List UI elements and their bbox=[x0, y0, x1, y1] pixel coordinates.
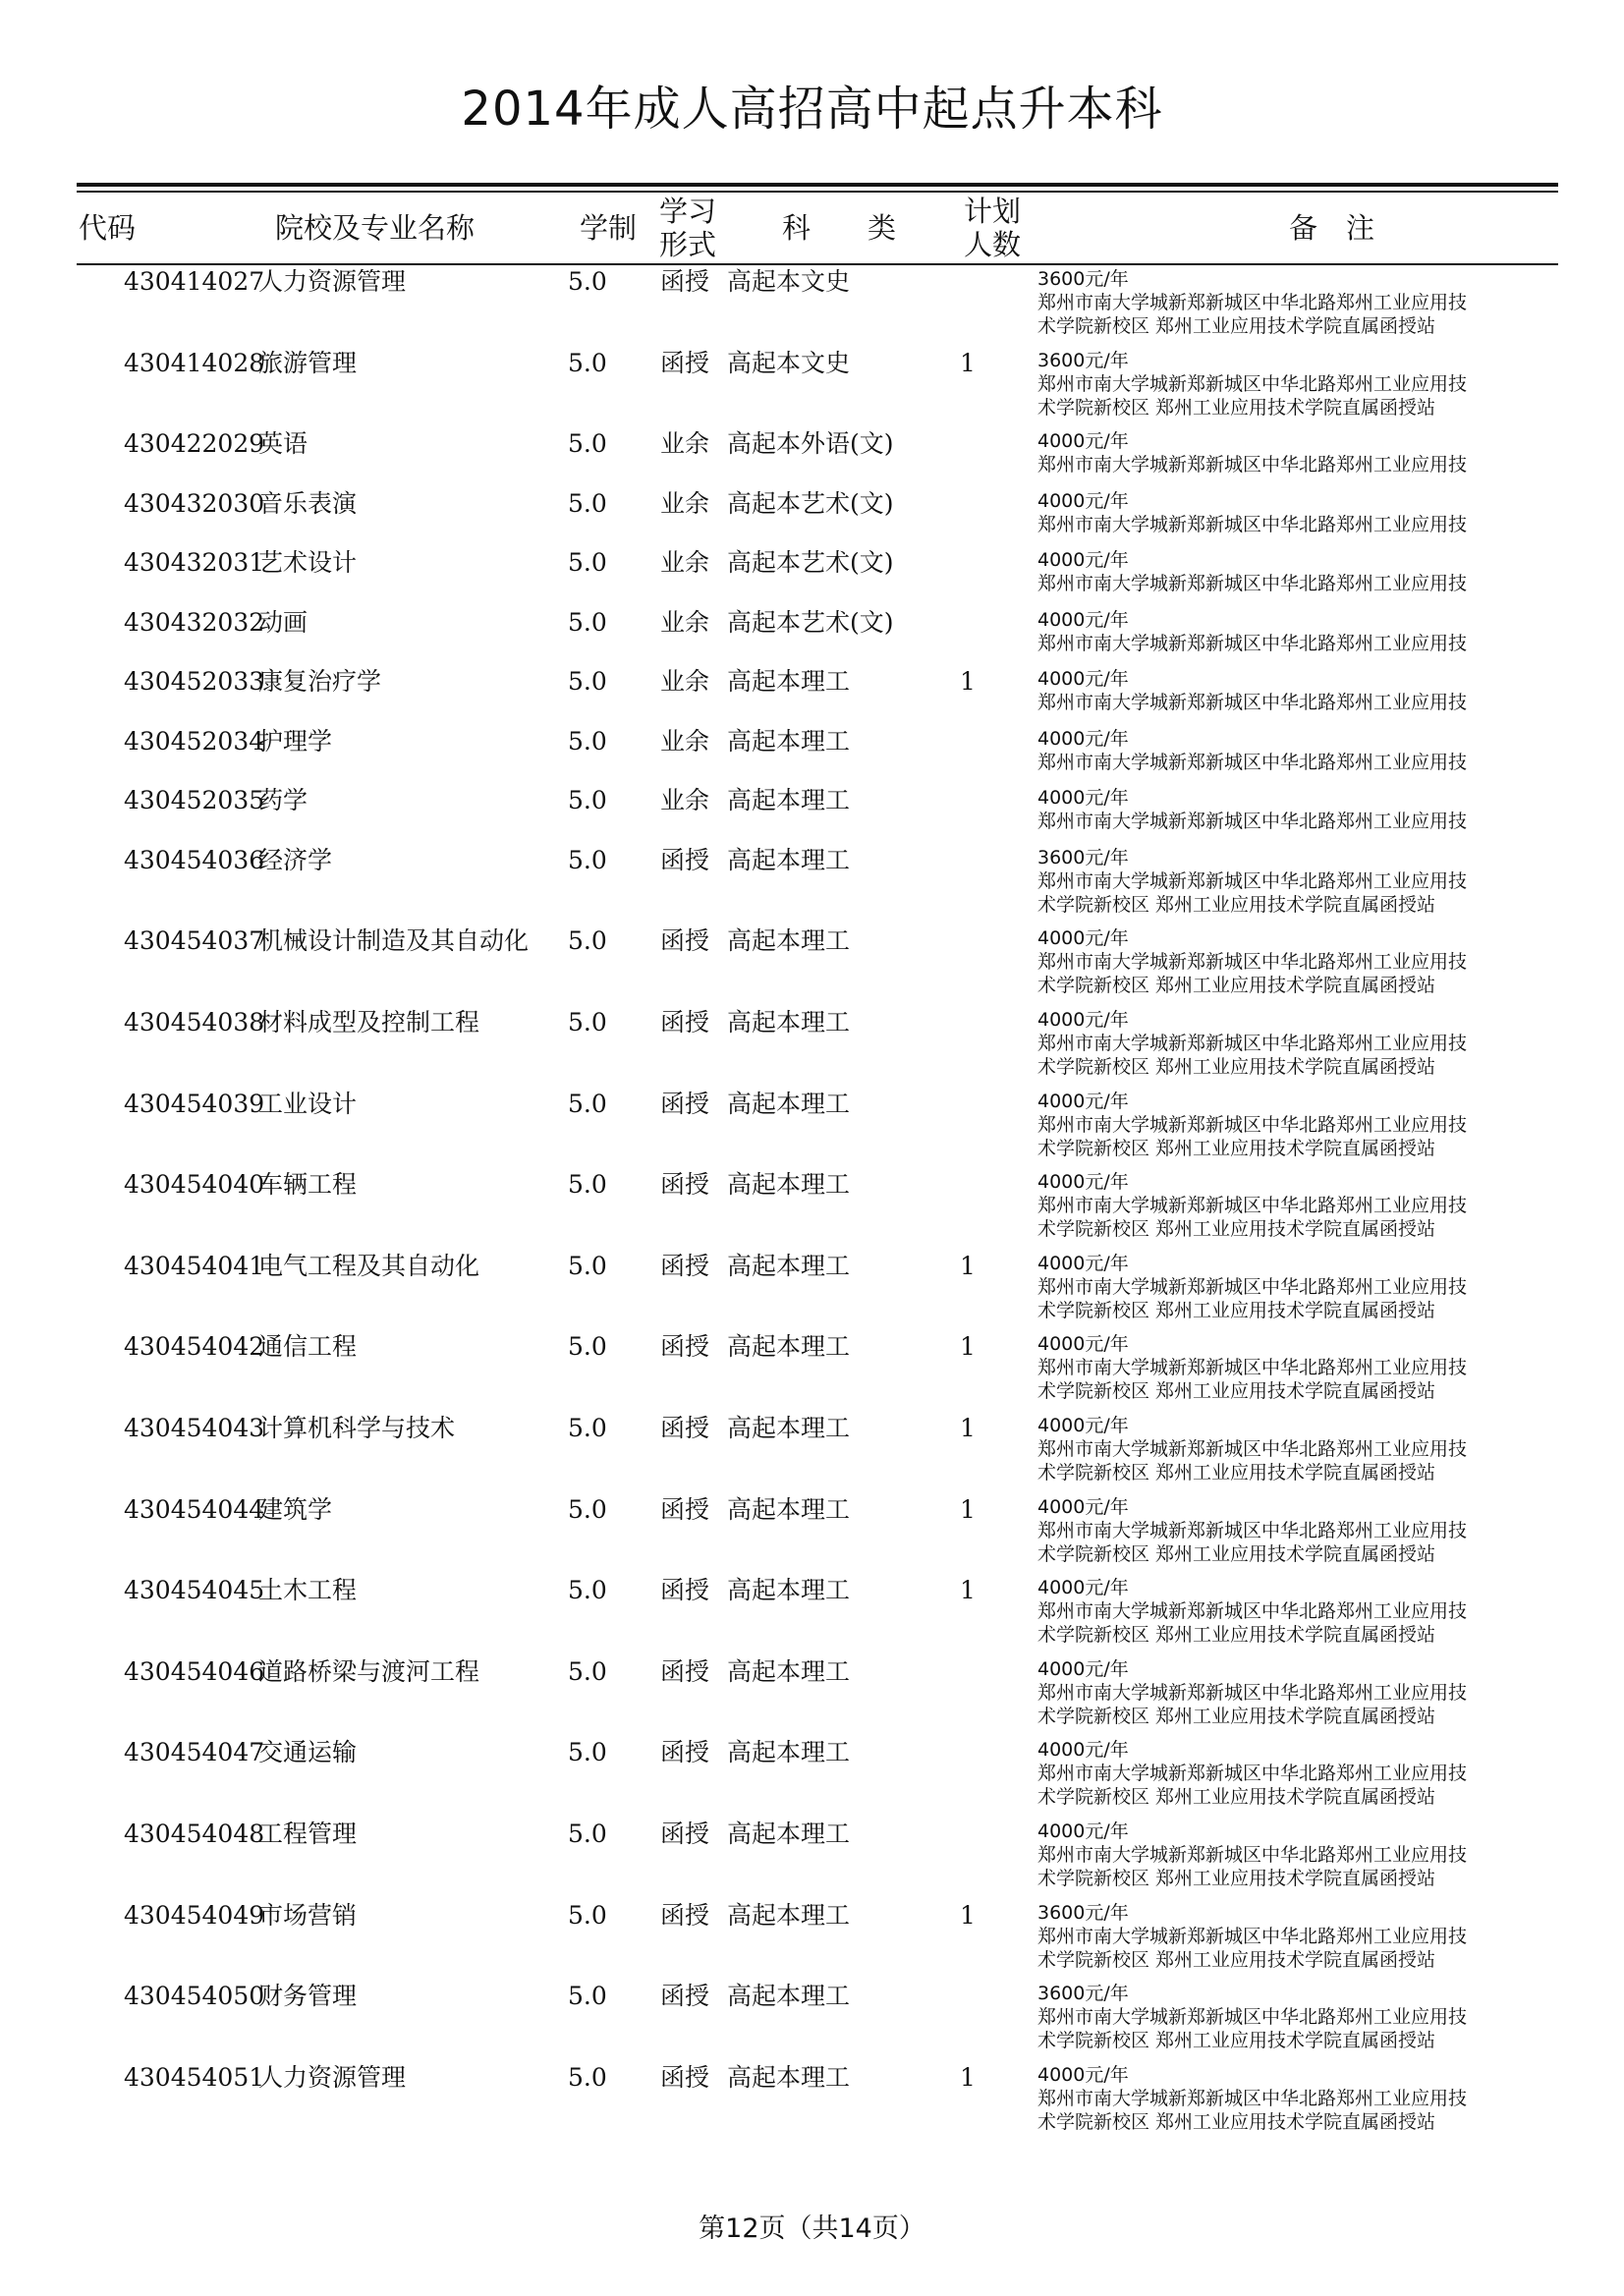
name-cell: 交通运输 bbox=[258, 1738, 358, 1767]
note-line: 术学院新校区 郑州工业应用技术学院直属函授站 bbox=[1037, 893, 1436, 916]
form-cell: 业余 bbox=[660, 488, 710, 518]
form-cell: 函授 bbox=[660, 1738, 710, 1767]
form-cell: 函授 bbox=[660, 1332, 710, 1362]
code-cell: 430454038 bbox=[124, 1007, 265, 1036]
note-line: 4000元/年 bbox=[1037, 549, 1129, 572]
code-cell: 430454048 bbox=[124, 1819, 265, 1848]
form-cell: 函授 bbox=[660, 845, 710, 874]
note-cell bbox=[1037, 429, 1558, 476]
note-cell bbox=[1037, 489, 1558, 536]
note-line: 郑州市南大学城新郑新城区中华北路郑州工业应用技 bbox=[1037, 292, 1468, 313]
note-line: 4000元/年 bbox=[1037, 1252, 1129, 1274]
length-cell: 5.0 bbox=[568, 1413, 607, 1442]
name-cell: 音乐表演 bbox=[258, 488, 358, 518]
note-line: 术学院新校区 郑州工业应用技术学院直属函授站 bbox=[1037, 2030, 1436, 2052]
note-line: 4000元/年 bbox=[1037, 1657, 1129, 1680]
note-line: 4000元/年 bbox=[1037, 1820, 1129, 1842]
note-line: 郑州市南大学城新郑新城区中华北路郑州工业应用技 bbox=[1037, 1519, 1468, 1541]
note-line: 4000元/年 bbox=[1037, 927, 1129, 950]
note-line: 郑州市南大学城新郑新城区中华北路郑州工业应用技 bbox=[1037, 751, 1468, 773]
code-cell: 430454050 bbox=[124, 1982, 265, 2011]
category-cell: 高起本理工 bbox=[727, 1332, 851, 1362]
length-cell: 5.0 bbox=[568, 1251, 607, 1280]
note-line: 术学院新校区 郑州工业应用技术学院直属函授站 bbox=[1037, 1218, 1436, 1241]
note-line: 郑州市南大学城新郑新城区中华北路郑州工业应用技 bbox=[1037, 869, 1468, 892]
note-line: 郑州市南大学城新郑新城区中华北路郑州工业应用技 bbox=[1037, 1113, 1468, 1136]
note-cell bbox=[1037, 548, 1558, 595]
note-line: 术学院新校区 郑州工业应用技术学院直属函授站 bbox=[1037, 315, 1436, 337]
length-cell: 5.0 bbox=[568, 786, 607, 815]
form-cell: 函授 bbox=[660, 1007, 710, 1036]
note-line: 3600元/年 bbox=[1037, 846, 1129, 868]
header-top-rule-thin bbox=[77, 191, 1558, 193]
plan-cell: 1 bbox=[960, 1494, 976, 1524]
code-cell: 430454042 bbox=[124, 1332, 265, 1362]
header-form-line1: 学习 bbox=[658, 195, 716, 228]
note-cell bbox=[1037, 349, 1558, 420]
length-cell: 5.0 bbox=[568, 845, 607, 874]
code-cell: 430454046 bbox=[124, 1656, 265, 1686]
note-cell bbox=[1037, 1170, 1558, 1241]
note-line: 郑州市南大学城新郑新城区中华北路郑州工业应用技 bbox=[1037, 1843, 1468, 1866]
length-cell: 5.0 bbox=[568, 1576, 607, 1605]
note-line: 4000元/年 bbox=[1037, 1333, 1129, 1356]
note-line: 3600元/年 bbox=[1037, 268, 1129, 290]
code-cell: 430432030 bbox=[124, 488, 265, 518]
note-line: 郑州市南大学城新郑新城区中华北路郑州工业应用技 bbox=[1037, 1357, 1468, 1379]
category-cell: 高起本理工 bbox=[727, 1251, 851, 1280]
form-cell: 业余 bbox=[660, 786, 710, 815]
note-line: 郑州市南大学城新郑新城区中华北路郑州工业应用技 bbox=[1037, 1600, 1468, 1623]
code-cell: 430454045 bbox=[124, 1576, 265, 1605]
name-cell: 机械设计制造及其自动化 bbox=[258, 926, 530, 956]
note-line: 4000元/年 bbox=[1037, 727, 1129, 750]
note-line: 术学院新校区 郑州工业应用技术学院直属函授站 bbox=[1037, 396, 1436, 419]
form-cell: 函授 bbox=[660, 267, 710, 296]
length-cell: 5.0 bbox=[568, 1332, 607, 1362]
note-cell bbox=[1037, 1982, 1558, 2052]
form-cell: 函授 bbox=[660, 926, 710, 956]
form-cell: 函授 bbox=[660, 1982, 710, 2011]
note-line: 郑州市南大学城新郑新城区中华北路郑州工业应用技 bbox=[1037, 573, 1468, 595]
note-line: 郑州市南大学城新郑新城区中华北路郑州工业应用技 bbox=[1037, 513, 1468, 535]
note-line: 术学院新校区 郑州工业应用技术学院直属函授站 bbox=[1037, 1461, 1436, 1484]
code-cell: 430454047 bbox=[124, 1738, 265, 1767]
note-line: 3600元/年 bbox=[1037, 349, 1129, 371]
note-line: 术学院新校区 郑州工业应用技术学院直属函授站 bbox=[1037, 1542, 1436, 1565]
plan-cell: 1 bbox=[960, 348, 976, 377]
note-line: 郑州市南大学城新郑新城区中华北路郑州工业应用技 bbox=[1037, 2087, 1468, 2109]
note-line: 4000元/年 bbox=[1037, 1577, 1129, 1599]
form-cell: 业余 bbox=[660, 667, 710, 697]
form-cell: 函授 bbox=[660, 1656, 710, 1686]
note-line: 4000元/年 bbox=[1037, 1414, 1129, 1436]
length-cell: 5.0 bbox=[568, 1170, 607, 1200]
note-cell bbox=[1037, 1820, 1558, 1890]
plan-cell: 1 bbox=[960, 1576, 976, 1605]
note-line: 4000元/年 bbox=[1037, 1739, 1129, 1762]
category-cell: 高起本艺术(文) bbox=[727, 607, 894, 637]
code-cell: 430454043 bbox=[124, 1413, 265, 1442]
name-cell: 电气工程及其自动化 bbox=[258, 1251, 480, 1280]
category-cell: 高起本理工 bbox=[727, 1738, 851, 1767]
note-cell bbox=[1037, 2063, 1558, 2134]
code-cell: 430452033 bbox=[124, 667, 265, 697]
category-cell: 高起本理工 bbox=[727, 926, 851, 956]
form-cell: 函授 bbox=[660, 348, 710, 377]
category-cell: 高起本理工 bbox=[727, 1819, 851, 1848]
note-cell bbox=[1037, 727, 1558, 774]
name-cell: 建筑学 bbox=[258, 1494, 333, 1524]
form-cell: 函授 bbox=[660, 1089, 710, 1118]
note-line: 术学院新校区 郑州工业应用技术学院直属函授站 bbox=[1037, 1705, 1436, 1727]
form-cell: 业余 bbox=[660, 726, 710, 756]
header-plan-line2: 人数 bbox=[963, 228, 1021, 261]
name-cell: 人力资源管理 bbox=[258, 2062, 407, 2092]
code-cell: 430432032 bbox=[124, 607, 265, 637]
name-cell: 车辆工程 bbox=[258, 1170, 358, 1200]
note-cell bbox=[1037, 786, 1558, 833]
length-cell: 5.0 bbox=[568, 488, 607, 518]
code-cell: 430454036 bbox=[124, 845, 265, 874]
plan-cell: 1 bbox=[960, 1900, 976, 1930]
category-cell: 高起本艺术(文) bbox=[727, 548, 894, 578]
note-cell bbox=[1037, 667, 1558, 714]
length-cell: 5.0 bbox=[568, 548, 607, 578]
note-line: 术学院新校区 郑州工业应用技术学院直属函授站 bbox=[1037, 975, 1436, 997]
form-cell: 函授 bbox=[660, 1819, 710, 1848]
note-line: 术学院新校区 郑州工业应用技术学院直属函授站 bbox=[1037, 1624, 1436, 1647]
form-cell: 函授 bbox=[660, 1251, 710, 1280]
plan-cell: 1 bbox=[960, 667, 976, 697]
note-line: 郑州市南大学城新郑新城区中华北路郑州工业应用技 bbox=[1037, 1925, 1468, 1947]
name-cell: 人力资源管理 bbox=[258, 267, 407, 296]
length-cell: 5.0 bbox=[568, 926, 607, 956]
plan-cell: 1 bbox=[960, 2062, 976, 2092]
note-cell bbox=[1037, 1657, 1558, 1728]
note-cell bbox=[1037, 846, 1558, 917]
note-cell bbox=[1037, 1738, 1558, 1809]
note-line: 3600元/年 bbox=[1037, 1901, 1129, 1924]
category-cell: 高起本理工 bbox=[727, 845, 851, 874]
code-cell: 430422029 bbox=[124, 429, 265, 459]
length-cell: 5.0 bbox=[568, 1007, 607, 1036]
category-cell: 高起本理工 bbox=[727, 1576, 851, 1605]
name-cell: 经济学 bbox=[258, 845, 333, 874]
category-cell: 高起本理工 bbox=[727, 786, 851, 815]
category-cell: 高起本理工 bbox=[727, 1007, 851, 1036]
note-line: 4000元/年 bbox=[1037, 1090, 1129, 1112]
note-line: 郑州市南大学城新郑新城区中华北路郑州工业应用技 bbox=[1037, 1437, 1468, 1460]
name-cell: 旅游管理 bbox=[258, 348, 358, 377]
name-cell: 护理学 bbox=[258, 726, 333, 756]
page-title: 2014年成人高招高中起点升本科 bbox=[461, 82, 1163, 137]
length-cell: 5.0 bbox=[568, 2062, 607, 2092]
note-cell bbox=[1037, 1414, 1558, 1484]
code-cell: 430414027 bbox=[124, 267, 265, 296]
length-cell: 5.0 bbox=[568, 429, 607, 459]
category-cell: 高起本理工 bbox=[727, 667, 851, 697]
length-cell: 5.0 bbox=[568, 1089, 607, 1118]
note-cell bbox=[1037, 1495, 1558, 1566]
category-cell: 高起本文史 bbox=[727, 267, 851, 296]
name-cell: 计算机科学与技术 bbox=[258, 1413, 456, 1442]
form-cell: 业余 bbox=[660, 548, 710, 578]
note-cell bbox=[1037, 1576, 1558, 1647]
category-cell: 高起本理工 bbox=[727, 1494, 851, 1524]
header-length: 学制 bbox=[580, 211, 638, 245]
length-cell: 5.0 bbox=[568, 607, 607, 637]
name-cell: 道路桥梁与渡河工程 bbox=[258, 1656, 480, 1686]
form-cell: 函授 bbox=[660, 2062, 710, 2092]
header-code: 代码 bbox=[79, 211, 137, 245]
note-cell bbox=[1037, 926, 1558, 997]
category-cell: 高起本理工 bbox=[727, 1089, 851, 1118]
header-form bbox=[656, 195, 719, 261]
code-cell: 430454041 bbox=[124, 1251, 265, 1280]
note-line: 郑州市南大学城新郑新城区中华北路郑州工业应用技 bbox=[1037, 632, 1468, 654]
header-category: 科 类 bbox=[782, 211, 897, 245]
length-cell: 5.0 bbox=[568, 1738, 607, 1767]
note-line: 4000元/年 bbox=[1037, 1171, 1129, 1194]
header-plan bbox=[961, 195, 1024, 261]
length-cell: 5.0 bbox=[568, 1494, 607, 1524]
note-line: 4000元/年 bbox=[1037, 608, 1129, 631]
page-footer: 第12页（共14页） bbox=[699, 2213, 925, 2244]
category-cell: 高起本艺术(文) bbox=[727, 488, 894, 518]
note-line: 郑州市南大学城新郑新城区中华北路郑州工业应用技 bbox=[1037, 372, 1468, 395]
name-cell: 通信工程 bbox=[258, 1332, 358, 1362]
note-line: 郑州市南大学城新郑新城区中华北路郑州工业应用技 bbox=[1037, 1032, 1468, 1054]
note-line: 4000元/年 bbox=[1037, 668, 1129, 691]
note-cell bbox=[1037, 1008, 1558, 1079]
header-bottom-rule bbox=[77, 263, 1558, 265]
note-line: 郑州市南大学城新郑新城区中华北路郑州工业应用技 bbox=[1037, 951, 1468, 974]
code-cell: 430454039 bbox=[124, 1089, 265, 1118]
note-cell bbox=[1037, 1332, 1558, 1403]
note-line: 郑州市南大学城新郑新城区中华北路郑州工业应用技 bbox=[1037, 811, 1468, 833]
name-cell: 财务管理 bbox=[258, 1982, 358, 2011]
note-line: 郑州市南大学城新郑新城区中华北路郑州工业应用技 bbox=[1037, 1275, 1468, 1298]
note-line: 术学院新校区 郑州工业应用技术学院直属函授站 bbox=[1037, 1786, 1436, 1809]
note-line: 术学院新校区 郑州工业应用技术学院直属函授站 bbox=[1037, 1948, 1436, 1971]
category-cell: 高起本理工 bbox=[727, 1413, 851, 1442]
name-cell: 康复治疗学 bbox=[258, 667, 382, 697]
note-line: 4000元/年 bbox=[1037, 489, 1129, 512]
note-cell bbox=[1037, 608, 1558, 655]
plan-cell: 1 bbox=[960, 1251, 976, 1280]
category-cell: 高起本理工 bbox=[727, 1656, 851, 1686]
note-line: 术学院新校区 郑州工业应用技术学院直属函授站 bbox=[1037, 2110, 1436, 2133]
category-cell: 高起本理工 bbox=[727, 1170, 851, 1200]
note-cell bbox=[1037, 1090, 1558, 1160]
note-line: 3600元/年 bbox=[1037, 1983, 1129, 2005]
note-line: 4000元/年 bbox=[1037, 1495, 1129, 1518]
note-line: 术学院新校区 郑州工业应用技术学院直属函授站 bbox=[1037, 1380, 1436, 1403]
category-cell: 高起本理工 bbox=[727, 726, 851, 756]
form-cell: 函授 bbox=[660, 1413, 710, 1442]
note-line: 郑州市南大学城新郑新城区中华北路郑州工业应用技 bbox=[1037, 454, 1468, 476]
name-cell: 工业设计 bbox=[258, 1089, 358, 1118]
note-cell bbox=[1037, 1252, 1558, 1322]
length-cell: 5.0 bbox=[568, 667, 607, 697]
form-cell: 函授 bbox=[660, 1900, 710, 1930]
code-cell: 430414028 bbox=[124, 348, 265, 377]
category-cell: 高起本文史 bbox=[727, 348, 851, 377]
code-cell: 430432031 bbox=[124, 548, 265, 578]
note-line: 郑州市南大学城新郑新城区中华北路郑州工业应用技 bbox=[1037, 692, 1468, 714]
note-cell bbox=[1037, 267, 1558, 338]
note-line: 4000元/年 bbox=[1037, 2063, 1129, 2086]
length-cell: 5.0 bbox=[568, 348, 607, 377]
form-cell: 函授 bbox=[660, 1170, 710, 1200]
plan-cell: 1 bbox=[960, 1332, 976, 1362]
code-cell: 430454037 bbox=[124, 926, 265, 956]
code-cell: 430454049 bbox=[124, 1900, 265, 1930]
name-cell: 英语 bbox=[258, 429, 308, 459]
header-name: 院校及专业名称 bbox=[275, 211, 476, 245]
form-cell: 函授 bbox=[660, 1576, 710, 1605]
name-cell: 艺术设计 bbox=[258, 548, 358, 578]
name-cell: 动画 bbox=[258, 607, 308, 637]
note-line: 4000元/年 bbox=[1037, 430, 1129, 453]
category-cell: 高起本理工 bbox=[727, 1982, 851, 2011]
header-notes: 备 注 bbox=[1289, 211, 1375, 245]
code-cell: 430454051 bbox=[124, 2062, 265, 2092]
note-line: 4000元/年 bbox=[1037, 787, 1129, 810]
length-cell: 5.0 bbox=[568, 1819, 607, 1848]
plan-cell: 1 bbox=[960, 1413, 976, 1442]
length-cell: 5.0 bbox=[568, 267, 607, 296]
code-cell: 430454040 bbox=[124, 1170, 265, 1200]
form-cell: 业余 bbox=[660, 429, 710, 459]
category-cell: 高起本外语(文) bbox=[727, 429, 894, 459]
code-cell: 430452035 bbox=[124, 786, 265, 815]
category-cell: 高起本理工 bbox=[727, 2062, 851, 2092]
note-line: 郑州市南大学城新郑新城区中华北路郑州工业应用技 bbox=[1037, 2006, 1468, 2029]
note-line: 术学院新校区 郑州工业应用技术学院直属函授站 bbox=[1037, 1867, 1436, 1889]
name-cell: 工程管理 bbox=[258, 1819, 358, 1848]
length-cell: 5.0 bbox=[568, 726, 607, 756]
name-cell: 市场营销 bbox=[258, 1900, 358, 1930]
name-cell: 药学 bbox=[258, 786, 308, 815]
note-line: 郑州市南大学城新郑新城区中华北路郑州工业应用技 bbox=[1037, 1195, 1468, 1217]
name-cell: 材料成型及控制工程 bbox=[258, 1007, 480, 1036]
code-cell: 430452034 bbox=[124, 726, 265, 756]
length-cell: 5.0 bbox=[568, 1900, 607, 1930]
note-line: 术学院新校区 郑州工业应用技术学院直属函授站 bbox=[1037, 1299, 1436, 1321]
note-line: 术学院新校区 郑州工业应用技术学院直属函授站 bbox=[1037, 1055, 1436, 1078]
note-line: 4000元/年 bbox=[1037, 1008, 1129, 1031]
category-cell: 高起本理工 bbox=[727, 1900, 851, 1930]
form-cell: 业余 bbox=[660, 607, 710, 637]
header-top-rule bbox=[77, 183, 1558, 187]
note-line: 术学院新校区 郑州工业应用技术学院直属函授站 bbox=[1037, 1137, 1436, 1159]
note-line: 郑州市南大学城新郑新城区中华北路郑州工业应用技 bbox=[1037, 1681, 1468, 1704]
note-cell bbox=[1037, 1901, 1558, 1972]
length-cell: 5.0 bbox=[568, 1656, 607, 1686]
code-cell: 430454044 bbox=[124, 1494, 265, 1524]
header-plan-line1: 计划 bbox=[963, 195, 1021, 228]
length-cell: 5.0 bbox=[568, 1982, 607, 2011]
header-form-line2: 形式 bbox=[658, 228, 716, 261]
name-cell: 土木工程 bbox=[258, 1576, 358, 1605]
form-cell: 函授 bbox=[660, 1494, 710, 1524]
note-line: 郑州市南大学城新郑新城区中华北路郑州工业应用技 bbox=[1037, 1763, 1468, 1785]
